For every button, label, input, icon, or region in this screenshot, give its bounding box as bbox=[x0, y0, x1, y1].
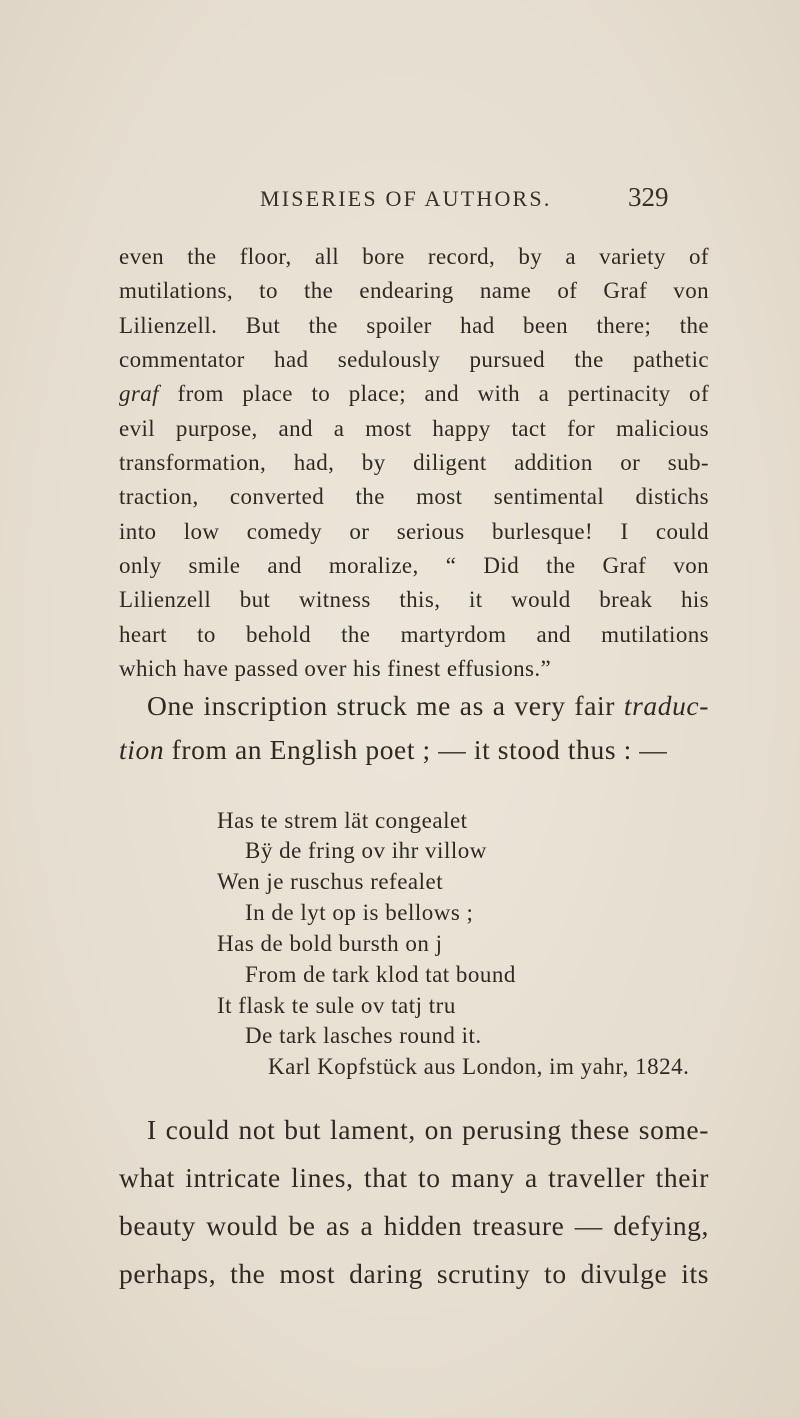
text-line: perhaps, the most daring scrutiny to divulge its bbox=[119, 1258, 709, 1289]
text-line-start: One inscription struck me as a very fair bbox=[147, 690, 615, 721]
text-line: mutilations, to the endearing name of Graf von bbox=[119, 278, 709, 303]
text-line: into low comedy or serious burlesque! I could bbox=[119, 519, 709, 544]
italic-word: graf bbox=[119, 381, 159, 406]
poem-line: In de lyt op is bellows ; bbox=[245, 900, 474, 925]
text-line: Lilienzell. But the spoiler had been there; the bbox=[119, 313, 709, 338]
poem-attribution: Karl Kopfstück aus London, im yahr, 1824. bbox=[268, 1054, 690, 1079]
page-header bbox=[0, 182, 800, 226]
text-line-rest: from an English poet ; — it stood thus : — bbox=[171, 734, 668, 765]
text-line: evil purpose, and a most happy tact for malicious bbox=[119, 416, 709, 441]
text-line bbox=[119, 734, 709, 782]
text-line: I could not but lament, on perusing these some- bbox=[147, 1114, 709, 1145]
poem-line: De tark lasches round it. bbox=[245, 1023, 482, 1048]
text-line: heart to behold the martyrdom and mutilations bbox=[119, 622, 709, 647]
text-line bbox=[119, 381, 709, 415]
text-line: traction, converted the most sentimental distichs bbox=[119, 484, 709, 509]
running-title: MISERIES OF AUTHORS. bbox=[260, 186, 552, 211]
poem-line: Has te strem lät congealet bbox=[217, 808, 468, 833]
text-line: which have passed over his finest effusions.” bbox=[119, 656, 552, 681]
text-line: commentator had sedulously pursued the pathetic bbox=[119, 347, 709, 372]
poem-line: Wen je ruschus refealet bbox=[217, 869, 444, 894]
text-line-rest: from place to place; and with a pertinacity of bbox=[177, 381, 709, 406]
poem-line: Has de bold bursth on j bbox=[217, 931, 443, 956]
poem-line: From de tark klod tat bound bbox=[245, 962, 516, 987]
text-line: even the floor, all bore record, by a variety of bbox=[119, 244, 709, 269]
italic-word: tion bbox=[119, 734, 165, 765]
text-line: what intricate lines, that to many a traveller their bbox=[119, 1162, 709, 1193]
page-number: 329 bbox=[628, 182, 669, 212]
poem-line: It flask te sule ov tatj tru bbox=[217, 993, 456, 1018]
text-line bbox=[147, 690, 709, 738]
text-line: Lilienzell but witness this, it would break his bbox=[119, 587, 709, 612]
text-line: transformation, had, by diligent addition or sub- bbox=[119, 450, 709, 475]
text-line: only smile and moralize, “ Did the Graf von bbox=[119, 553, 709, 578]
italic-word: traduc- bbox=[623, 690, 709, 721]
poem-line: Bÿ de fring ov ihr villow bbox=[245, 838, 487, 863]
text-line: beauty would be as a hidden treasure — defying, bbox=[119, 1210, 709, 1241]
